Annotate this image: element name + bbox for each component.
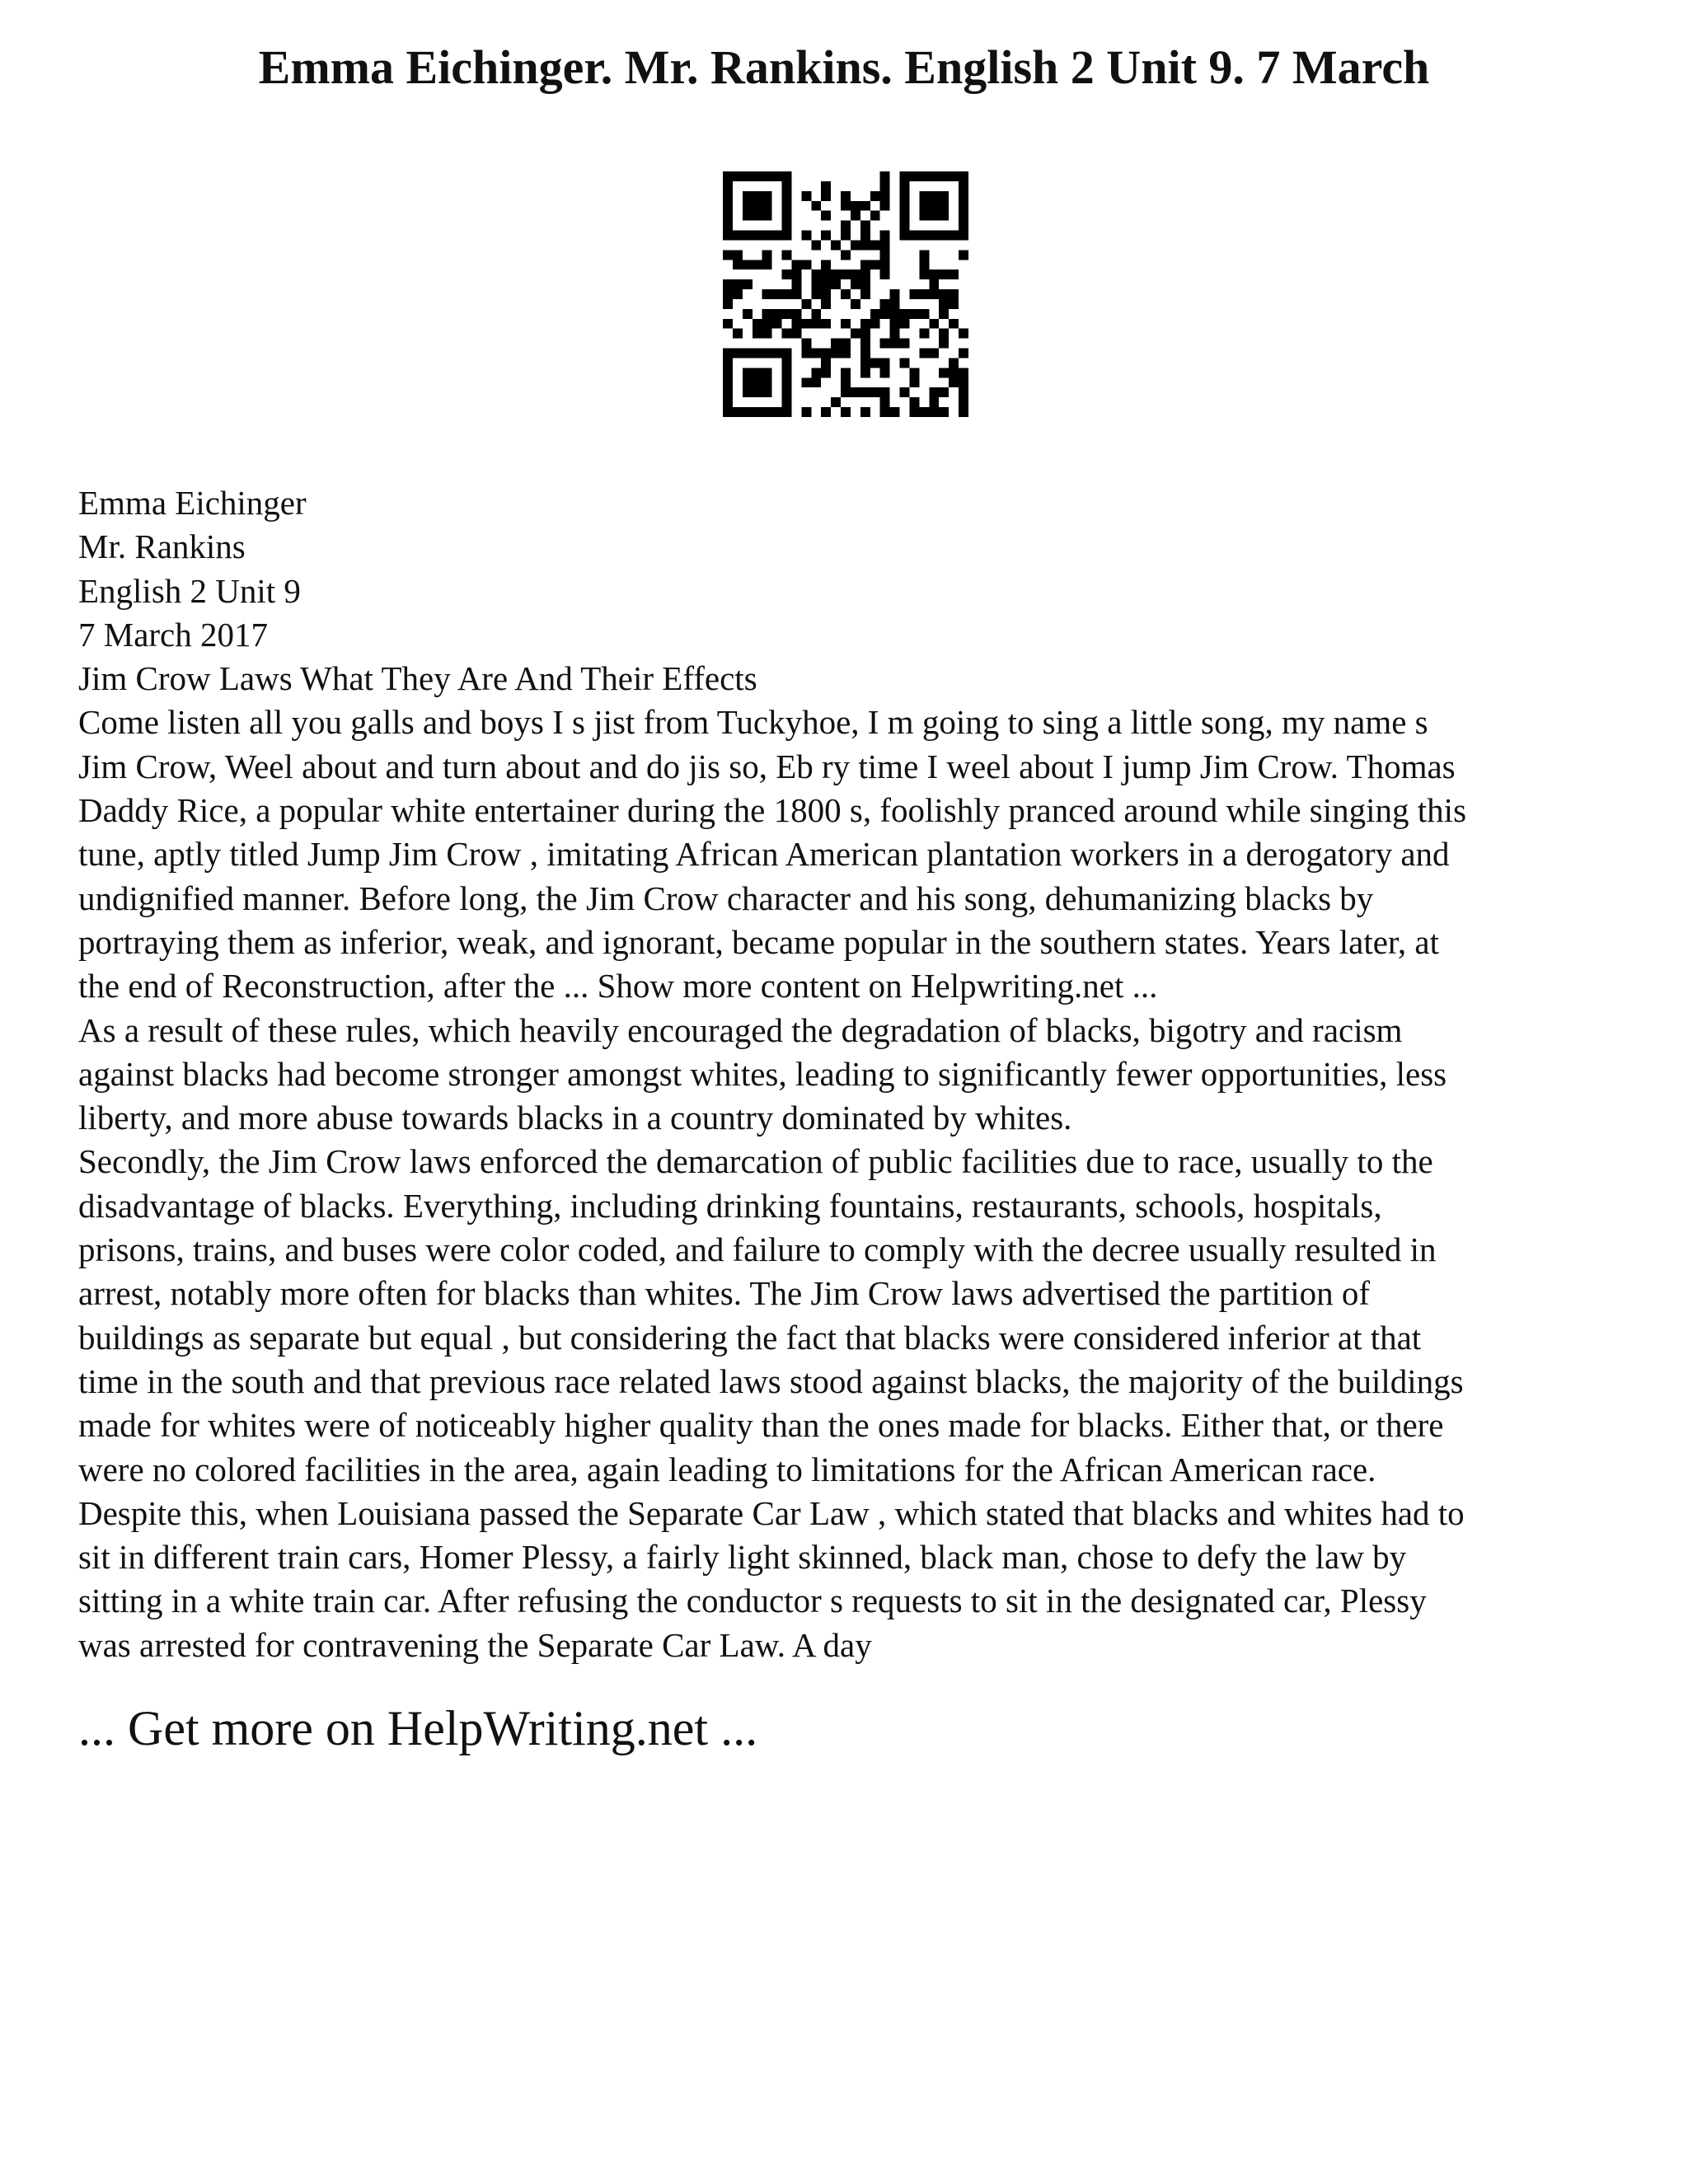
qr-code-graphic <box>723 171 968 417</box>
body-line: tune, aptly titled Jump Jim Crow , imitating African American plantation workers in a derogatory and <box>78 835 1450 874</box>
body-line: sitting in a white train car. After refusing the conductor s requests to sit in the designated car, Plessy <box>78 1582 1427 1620</box>
body-line: Come listen all you galls and boys I s jist from Tuckyhoe, I m going to sing a little song, my name s <box>78 703 1428 742</box>
body-line: Daddy Rice, a popular white entertainer during the 1800 s, foolishly pranced around while singing this <box>78 791 1467 830</box>
body-line: Secondly, the Jim Crow laws enforced the demarcation of public facilities due to race, usually to the <box>78 1142 1433 1181</box>
body-line: made for whites were of noticeably higher quality than the ones made for blacks. Either that, or there <box>78 1406 1444 1445</box>
body-line: portraying them as inferior, weak, and ignorant, became popular in the southern states. Years later, at <box>78 922 1440 961</box>
body-line: buildings as separate but equal , but considering the fact that blacks were considered inferior at that <box>78 1318 1422 1357</box>
body-line: against blacks had become stronger amongst whites, leading to significantly fewer opportunities, less <box>78 1054 1447 1093</box>
essay-title: Jim Crow Laws What They Are And Their Effects <box>78 659 757 698</box>
body-line: Jim Crow, Weel about and turn about and do jis so, Eb ry time I weel about I jump Jim Crow. Thomas <box>78 747 1456 785</box>
body-line: undignified manner. Before long, the Jim Crow character and his song, dehumanizing blacks by <box>78 879 1374 917</box>
essay-body <box>78 481 1644 1667</box>
author-line: Emma Eichinger <box>78 484 307 522</box>
get-more-link[interactable]: ... Get more on HelpWriting.net ... <box>78 1701 758 1755</box>
body-line: liberty, and more abuse towards blacks in a country dominated by whites. <box>78 1099 1072 1137</box>
body-line: Despite this, when Louisiana passed the Separate Car Law , which stated that blacks and whites had to <box>78 1493 1465 1532</box>
teacher-line: Mr. Rankins <box>78 527 246 566</box>
date-line: 7 March 2017 <box>78 615 269 654</box>
body-line: were no colored facilities in the area, again leading to limitations for the African American race. <box>78 1450 1376 1488</box>
body-line: time in the south and that previous race related laws stood against blacks, the majority of the buildings <box>78 1361 1464 1400</box>
body-line: was arrested for contravening the Separate Car Law. A day <box>78 1625 872 1664</box>
body-line: disadvantage of blacks. Everything, including drinking fountains, restaurants, schools, hospitals, <box>78 1186 1382 1225</box>
page-title: Emma Eichinger. Mr. Rankins. English 2 Unit 9. 7 March <box>258 40 1430 94</box>
body-line: sit in different train cars, Homer Plessy, a fairly light skinned, black man, chose to defy the law by <box>78 1538 1407 1577</box>
qr-code-icon[interactable] <box>723 171 968 417</box>
body-line: the end of Reconstruction, after the ... Show more content on Helpwriting.net ... <box>78 967 1158 1005</box>
body-line: As a result of these rules, which heavily encouraged the degradation of blacks, bigotry and racism <box>78 1010 1403 1049</box>
body-line: prisons, trains, and buses were color coded, and failure to comply with the decree usually resulted in <box>78 1230 1437 1269</box>
body-line: arrest, notably more often for blacks than whites. The Jim Crow laws advertised the partition of <box>78 1274 1371 1313</box>
course-line: English 2 Unit 9 <box>78 571 301 610</box>
